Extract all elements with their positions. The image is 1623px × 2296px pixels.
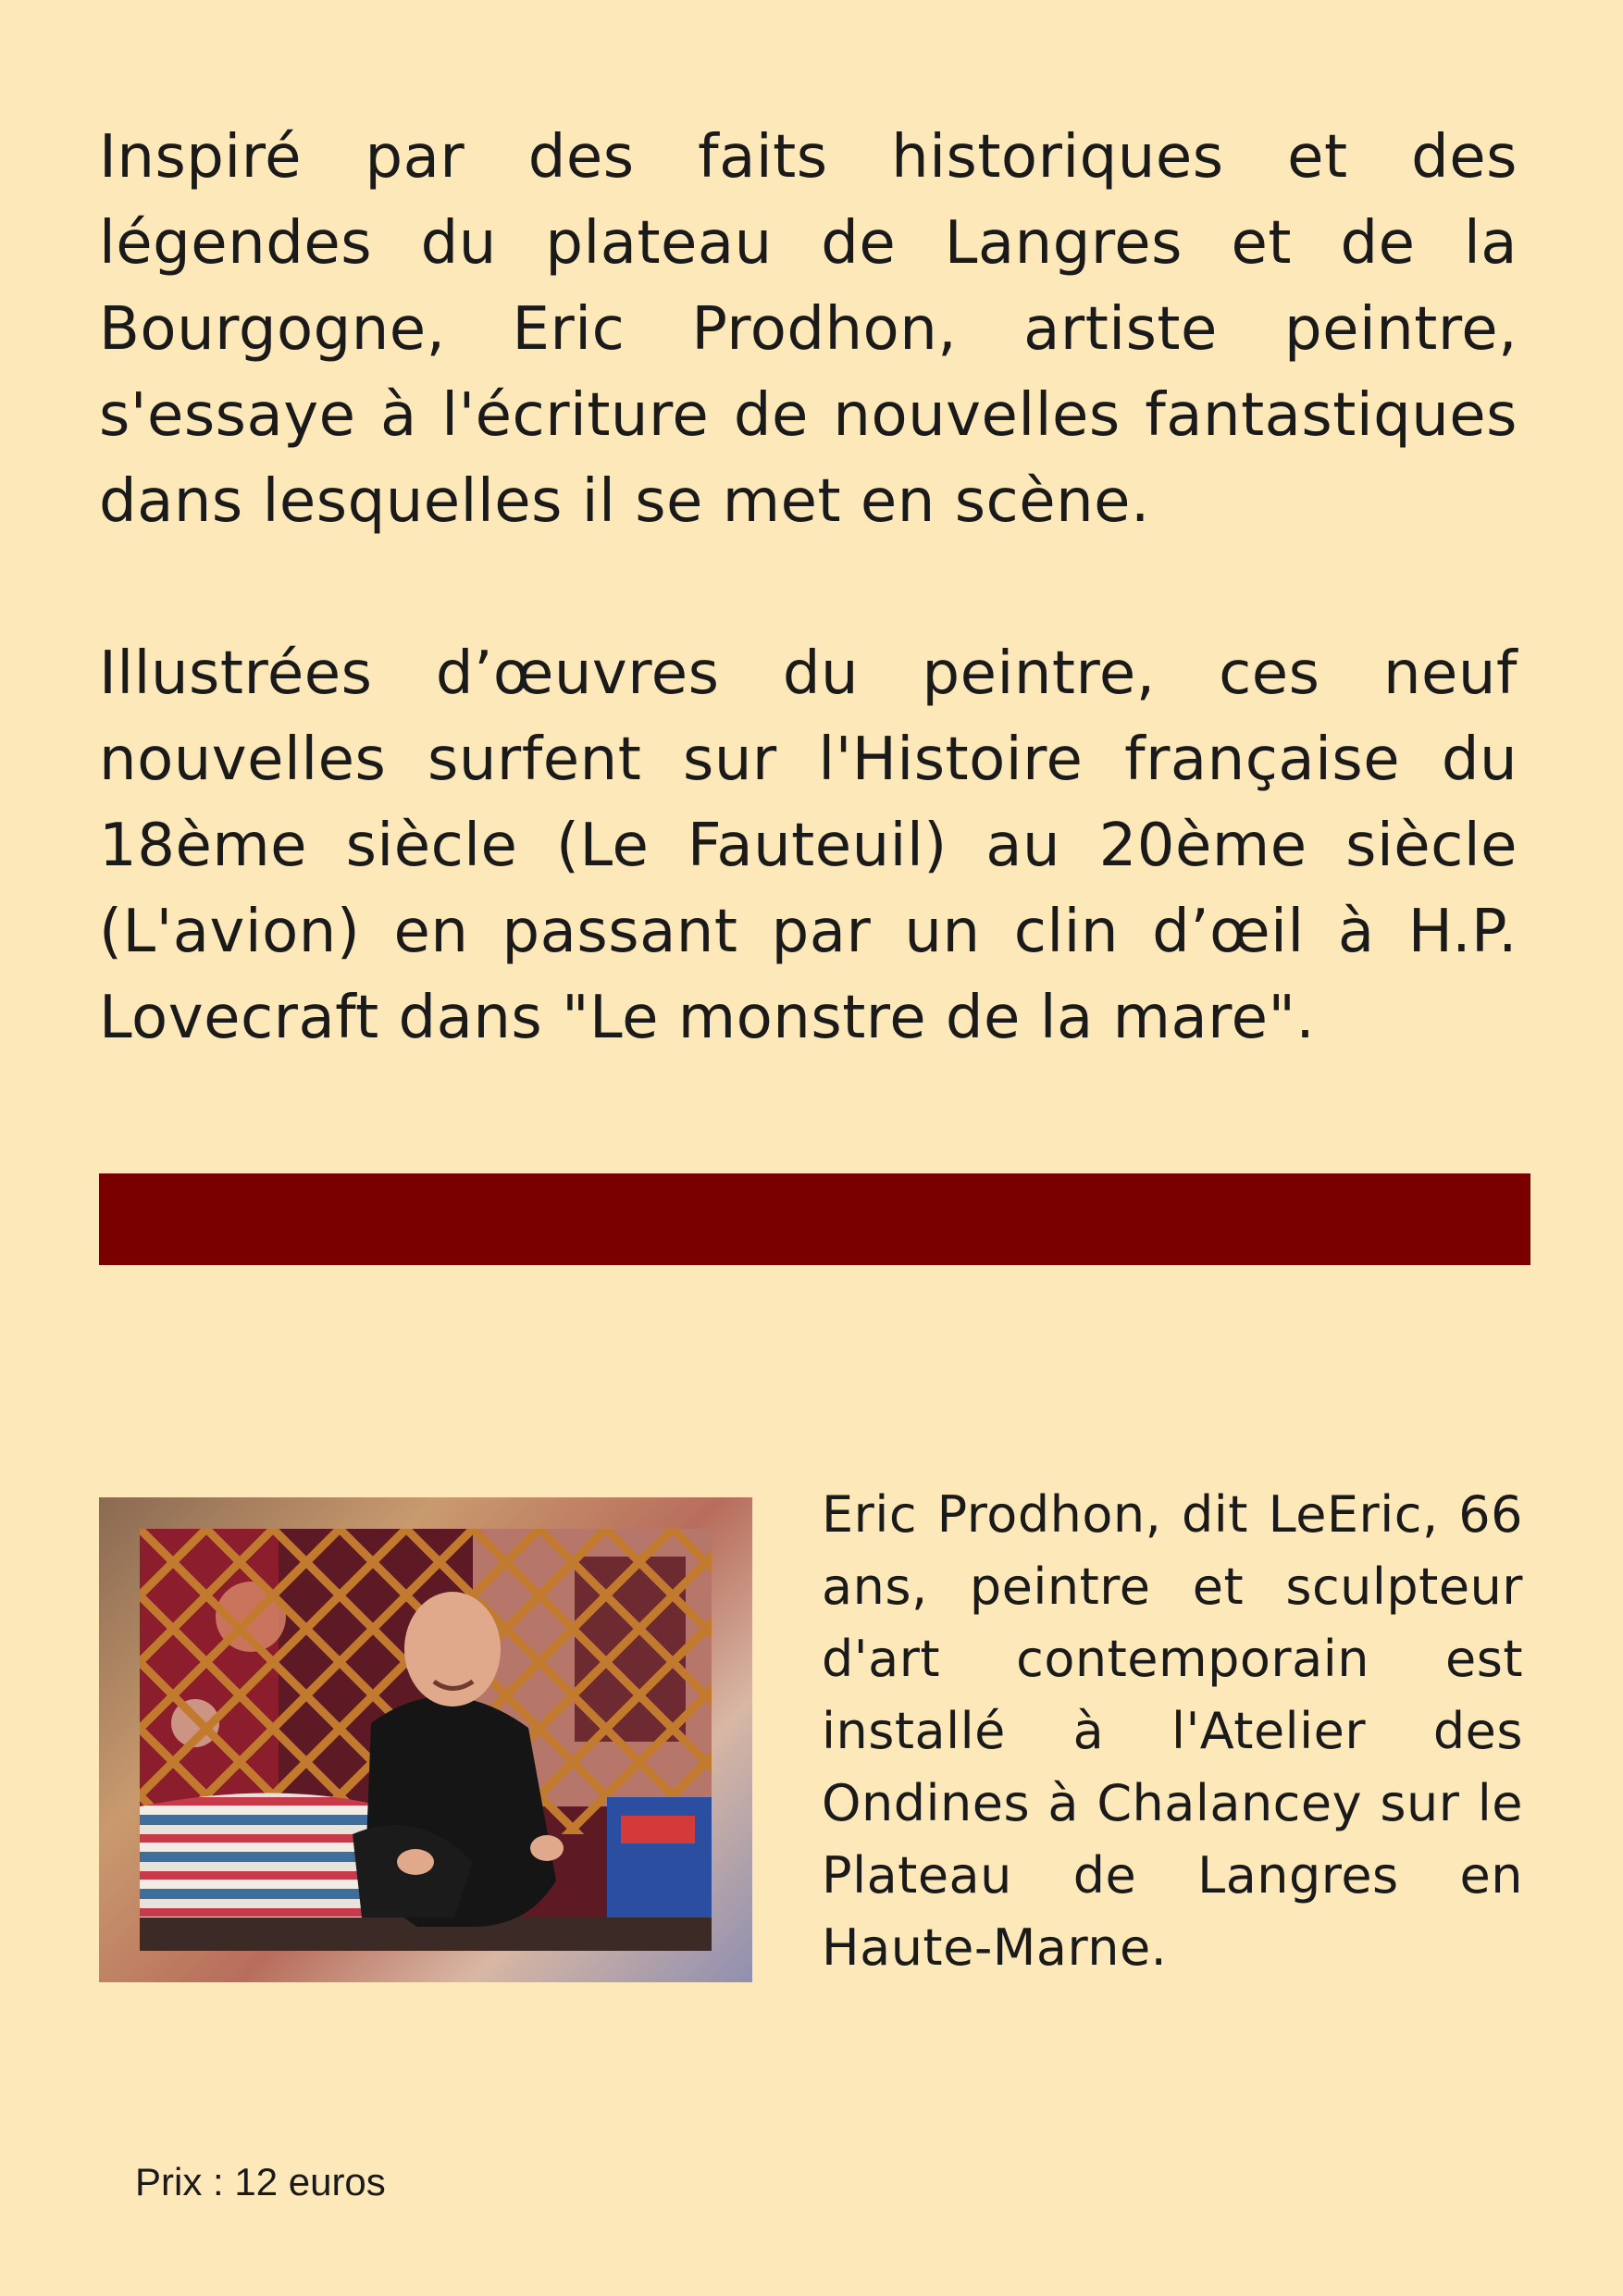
intro-paragraph-2: Illustrées d’œuvres du peintre, ces neuf nouvelles surfent sur l'Histoire française du 18ème siècle (Le Fauteuil) au 20ème siècle (L'avion) en passant par un clin d’œil à H.P. Lovecraft dans "Le monstre de la mare". bbox=[99, 639, 1518, 1052]
intro-paragraph-1: Inspiré par des faits historiques et des légendes du plateau de Langres et de la Bourgogne, Eric Prodhon, artiste peintre, s'essaye à l'écriture de nouvelles fantastiques dans lesquelles il se met en scène. bbox=[99, 123, 1518, 536]
accent-band bbox=[99, 1173, 1530, 1265]
author-bio: Eric Prodhon, dit LeEric, 66 ans, peintre et sculpteur d'art contemporain est installé à l'Atelier des Ondines à Chalancey sur le Plateau de Langres en Haute-Marne. bbox=[822, 1485, 1523, 1977]
author-photo bbox=[140, 1529, 712, 1951]
price-label: Prix : 12 euros bbox=[135, 2160, 386, 2203]
author-photo-frame bbox=[99, 1497, 752, 1982]
